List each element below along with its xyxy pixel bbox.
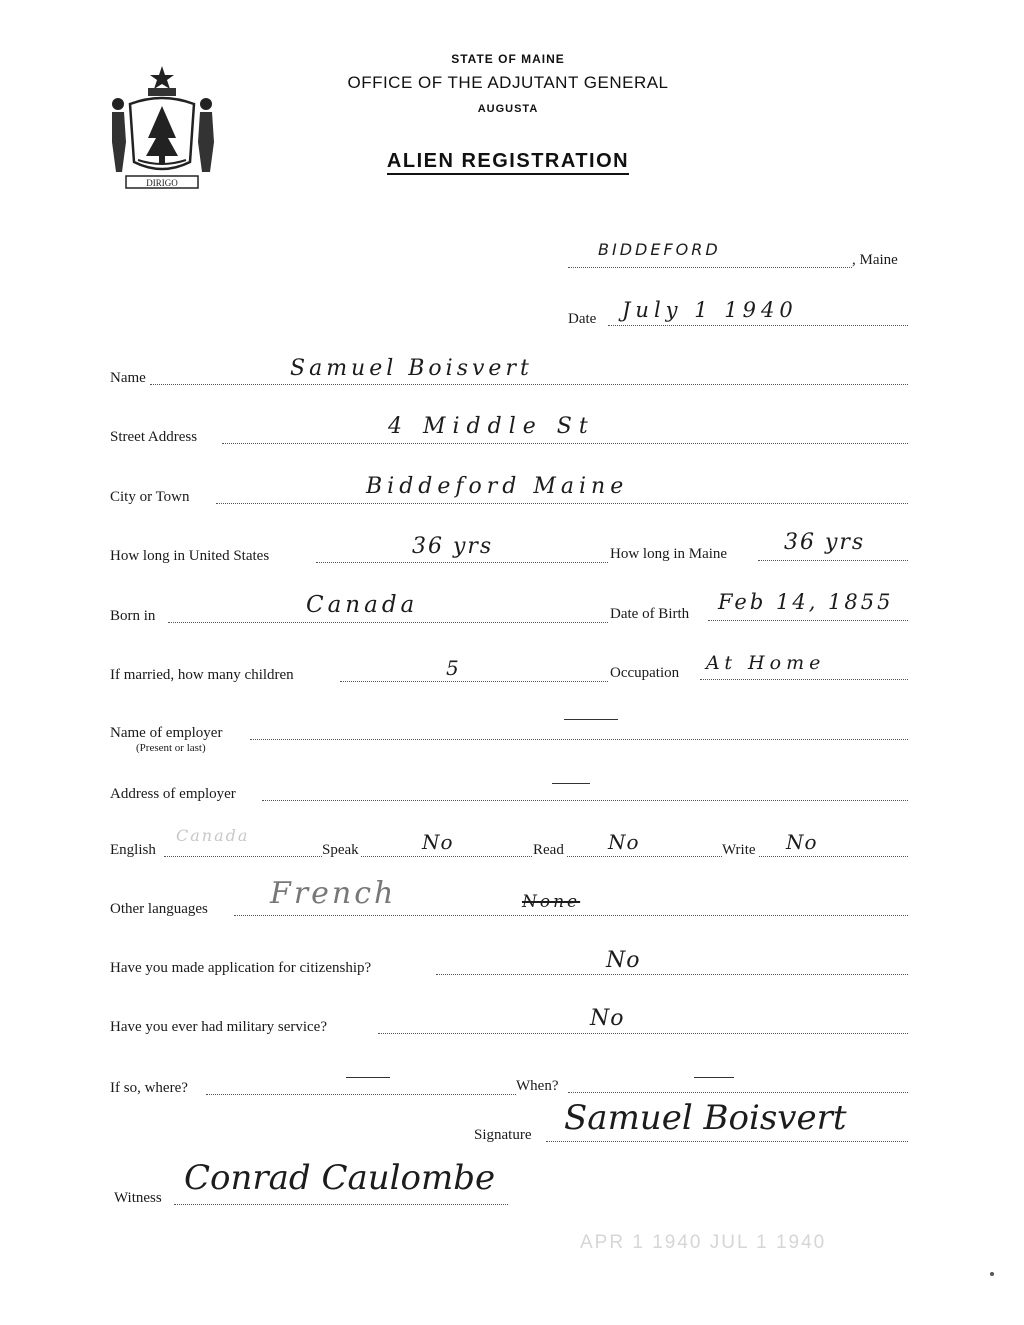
employer-name-sublabel: (Present or last) xyxy=(136,742,206,754)
how-long-us-label: How long in United States xyxy=(110,548,270,564)
children-value: 5 xyxy=(446,656,460,680)
employer-address-label: Address of employer xyxy=(110,786,236,802)
city-value: Biddeford Maine xyxy=(366,474,629,499)
english-note: Canada xyxy=(176,826,250,845)
employer-name-blank-dash xyxy=(564,719,618,720)
received-stamp: APR 1 1940 JUL 1 1940 xyxy=(580,1232,827,1253)
other-languages-label: Other languages xyxy=(110,901,208,917)
maine-seal-icon xyxy=(106,64,218,192)
children-label: If married, how many children xyxy=(110,667,294,683)
other-languages-value: French xyxy=(270,876,397,911)
where-label: If so, where? xyxy=(110,1080,188,1096)
form-title: ALIEN REGISTRATION xyxy=(0,150,1020,173)
svg-text:DIRIGO: DIRIGO xyxy=(146,178,178,188)
how-long-us-value: 36 yrs xyxy=(412,534,494,559)
street-address-value: 4 Middle St xyxy=(388,414,595,439)
citizenship-value: No xyxy=(606,948,641,973)
occupation-label: Occupation xyxy=(610,665,680,681)
how-long-maine-label: How long in Maine xyxy=(610,546,728,562)
speck-mark xyxy=(990,1272,994,1276)
name-value: Samuel Boisvert xyxy=(290,356,533,381)
speak-label: Speak xyxy=(322,842,359,858)
date-label: Date xyxy=(568,311,597,327)
header-state: STATE OF MAINE xyxy=(451,52,565,66)
witness-value: Conrad Caulombe xyxy=(184,1158,496,1198)
read-label: Read xyxy=(533,842,564,858)
other-languages-struck-value: None xyxy=(522,892,581,912)
born-in-value: Canada xyxy=(306,592,419,618)
city-label: City or Town xyxy=(110,489,190,505)
how-long-maine-value: 36 yrs xyxy=(784,530,866,555)
read-value: No xyxy=(608,830,640,854)
military-value: No xyxy=(590,1006,625,1031)
citizenship-label: Have you made application for citizenship? xyxy=(110,960,372,976)
occupation-value: At Home xyxy=(706,652,826,674)
date-of-birth-label: Date of Birth xyxy=(610,606,690,622)
born-in-label: Born in xyxy=(110,608,156,624)
employer-address-blank-dash xyxy=(552,783,590,784)
when-blank-dash xyxy=(694,1077,734,1078)
date-value: July 1 1940 xyxy=(622,298,798,322)
speak-value: No xyxy=(422,830,454,854)
witness-label: Witness xyxy=(114,1190,162,1206)
header-city: AUGUSTA xyxy=(477,103,539,115)
signature-value: Samuel Boisvert xyxy=(564,1098,847,1138)
header-office: OFFICE OF THE ADJUTANT GENERAL xyxy=(347,73,669,92)
signature-label: Signature xyxy=(474,1127,532,1143)
english-label: English xyxy=(110,842,156,858)
maine-label: , Maine xyxy=(852,252,898,268)
write-label: Write xyxy=(722,842,756,858)
date-of-birth-value: Feb 14, 1855 xyxy=(718,590,894,614)
city-header-value: BIDDEFORD xyxy=(598,240,721,259)
when-label: When? xyxy=(516,1078,559,1094)
military-label: Have you ever had military service? xyxy=(110,1019,327,1035)
employer-name-label: Name of employer xyxy=(110,725,223,741)
street-address-label: Street Address xyxy=(110,429,198,445)
name-label: Name xyxy=(110,370,146,386)
write-value: No xyxy=(786,830,818,854)
where-blank-dash xyxy=(346,1077,390,1078)
